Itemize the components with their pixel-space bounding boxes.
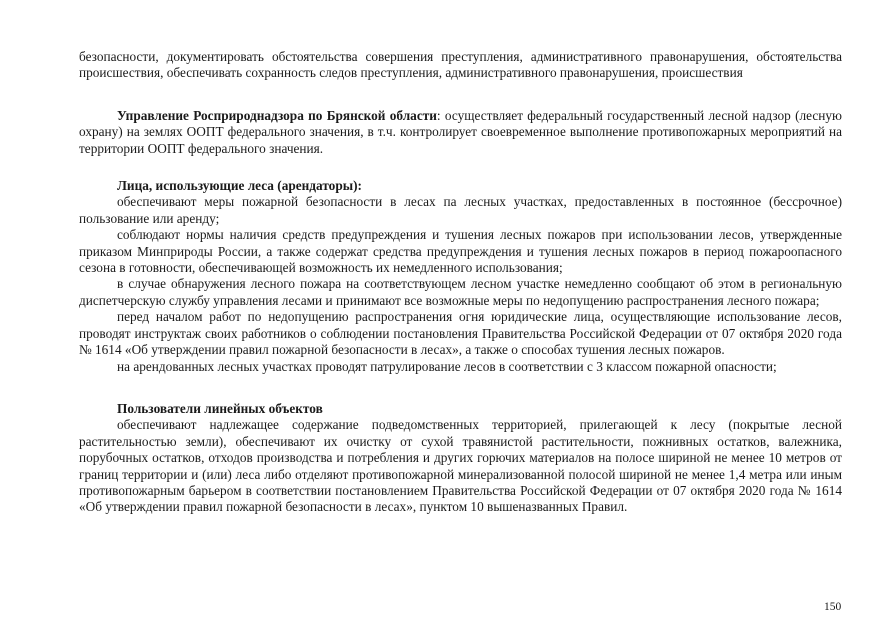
list-item: на арендованных лесных участках проводят патрулирование лесов в соответствии с 3 классом пожарной опасности;: [117, 358, 777, 374]
section-heading-linear: Пользователи линейных объектов: [117, 400, 323, 416]
spacer: [79, 157, 842, 178]
org-heading: Управление Росприроднадзора по Брянской области: [117, 107, 437, 123]
section-heading-tenants: Лица, использующие леса (арендаторы):: [117, 178, 362, 194]
list-item: обеспечивают меры пожарной безопасности в лесах па лесных участках, предоставленных в постоянное (бессрочное) пользование или аренду;: [79, 194, 842, 226]
spacer: [79, 375, 842, 401]
page-number: 150: [824, 601, 842, 613]
paragraph-linear-objects: обеспечивают надлежащее содержание подведомственных территорией, прилегающей к лесу (покрытые лесной растительностью земли), обеспечивают их очистку от сухой травянистой растительности, пожнивных остатков, валежника, порубочных остатков, отходов производства и потребления и других горючих материалов на полосе шириной не менее 10 метров от границ территории и (или) леса либо отделяют противопожарной минерализованной полосой шириной не менее 1,4 метра или иным противопожарным барьером в соответствии постановлением Правительства Российской Федерации от 07 октября 2020 года № 1614 «Об утверждении правил пожарной безопасности в лесах», пунктом 10 вышеназванных Правил.: [79, 417, 842, 515]
list-item: в случае обнаружения лесного пожара на соответствующем лесном участке немедленно сообщают об этом в региональную диспетчерскую службу управления лесами и принимают все возможные меры по недопущению распространения лесного пожара;: [79, 276, 842, 308]
paragraph-rosprirodnadzor: [79, 108, 842, 157]
spacer: [79, 82, 842, 108]
paragraph-continuation: безопасности, документировать обстоятельства совершения преступления, административного правонарушения, обстоятельства происшествия, обеспечивать сохранность следов преступления, административного правонарушения, происшествия: [79, 49, 842, 81]
org-description: : осуществляет федеральный государственный лесной надзор (лесную охрану) на землях ООПТ федерального значения, в т.ч. контролирует своевременное выполнение противопожарных мероприятий на территории ООПТ федерального значения.: [79, 107, 842, 156]
list-item: перед началом работ по недопущению распространения огня юридические лица, осуществляющие использование лесов, проводят инструктаж своих работников о соблюдении постановления Правительства Российской Федерации от 07 октября 2020 года № 1614 «Об утверждении правил пожарной безопасности в лесах», а также о способах тушения лесных пожаров.: [79, 309, 842, 358]
list-item: соблюдают нормы наличия средств предупреждения и тушения лесных пожаров при использовании лесов, утвержденные приказом Минприроды России, а также содержат средства предупреждения и тушения лесных пожаров в период пожароопасного сезона в готовности, обеспечивающей возможность их немедленного использования;: [79, 227, 842, 276]
page-content: [79, 49, 842, 516]
